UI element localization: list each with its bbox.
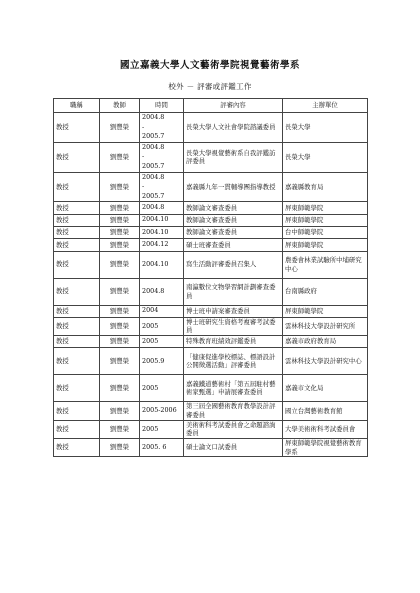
cell-time	[140, 305, 184, 317]
cell-content: 嘉義鐵道藝術村「第五屆駐村藝術家甄選」申請展審查委員	[184, 375, 283, 402]
cell-content: 教師論文審查委員	[184, 202, 283, 214]
table-row	[54, 438, 368, 456]
cell-time	[140, 202, 184, 214]
cell-teacher: 劉豐榮	[100, 239, 140, 251]
cell-organizer: 台中師範學院	[283, 226, 368, 238]
cell-time	[140, 239, 184, 251]
cell-role: 教授	[54, 305, 100, 317]
cell-organizer: 農委會林業試驗所中埔研究中心	[283, 251, 368, 278]
cell-teacher: 劉豐榮	[100, 226, 140, 238]
table-row	[54, 142, 368, 172]
cell-teacher: 劉豐榮	[100, 142, 140, 172]
cell-role: 教授	[54, 348, 100, 375]
header-content: 評審內容	[184, 99, 283, 113]
cell-role: 教授	[54, 278, 100, 305]
cell-teacher: 劉豐榮	[100, 336, 140, 348]
time-line: -	[142, 182, 145, 191]
cell-content: 碩士班審查委員	[184, 239, 283, 251]
cell-time	[140, 438, 184, 456]
table-row	[54, 251, 368, 278]
header-row	[54, 99, 368, 113]
cell-organizer: 屏東師範學院	[283, 305, 368, 317]
cell-role: 教授	[54, 172, 100, 202]
time-line: 2005	[142, 424, 159, 433]
cell-role: 教授	[54, 202, 100, 214]
cell-content: 博士班申請案審查委員	[184, 305, 283, 317]
cell-content: 教師論文審查委員	[184, 214, 283, 226]
cell-content: 特殊教育班績效評鑑委員	[184, 336, 283, 348]
cell-role: 教授	[54, 239, 100, 251]
cell-teacher: 劉豐榮	[100, 113, 140, 143]
cell-role: 教授	[54, 226, 100, 238]
cell-content: 「健康促進學校標誌、標語設計公開徵選活動」評審委員	[184, 348, 283, 375]
cell-role: 教授	[54, 317, 100, 335]
cell-content: 長榮大學人文社會學院諮議委員	[184, 113, 283, 143]
time-line: 2004.8	[142, 142, 165, 151]
time-line: 2005.9	[142, 356, 165, 365]
table-row	[54, 317, 368, 335]
cell-role: 教授	[54, 251, 100, 278]
cell-role: 教授	[54, 336, 100, 348]
time-line: 2004.10	[142, 215, 169, 224]
cell-organizer: 雲林科技大學設計研究所	[283, 317, 368, 335]
cell-role: 教授	[54, 214, 100, 226]
time-line: 2004.10	[142, 259, 169, 268]
cell-role: 教授	[54, 438, 100, 456]
section-subtitle: 校外 － 評審或評鑑工作	[168, 82, 252, 91]
header-teacher: 教師	[100, 99, 140, 113]
time-line: 2004.10	[142, 227, 169, 236]
cell-time	[140, 336, 184, 348]
time-line: 2004.8	[142, 172, 165, 181]
time-line: 2005	[142, 383, 159, 392]
cell-organizer: 嘉義市文化局	[283, 375, 368, 402]
cell-teacher: 劉豐榮	[100, 251, 140, 278]
cell-teacher: 劉豐榮	[100, 438, 140, 456]
cell-organizer: 長榮大學	[283, 142, 368, 172]
cell-content: 美術術科考試委員會之命題諮詢委員	[184, 420, 283, 438]
cell-content: 第三屆全國藝術教育教學設計評審委員	[184, 402, 283, 420]
cell-content: 南瀛數位文物學習網計劃審查委員	[184, 278, 283, 305]
cell-role: 教授	[54, 420, 100, 438]
time-line: 2005.7	[142, 132, 165, 141]
header-role: 職稱	[54, 99, 100, 113]
cell-organizer: 國立台灣藝術教育館	[283, 402, 368, 420]
time-line: 2005	[142, 336, 159, 345]
cell-role: 教授	[54, 402, 100, 420]
cell-teacher: 劉豐榮	[100, 202, 140, 214]
cell-teacher: 劉豐榮	[100, 317, 140, 335]
cell-content: 碩士論文口試委員	[184, 438, 283, 456]
time-line: 2004.12	[142, 240, 169, 249]
table-row	[54, 226, 368, 238]
time-line: 2004.8	[142, 286, 165, 295]
cell-organizer: 雲林科技大學設計研究中心	[283, 348, 368, 375]
table-row	[54, 202, 368, 214]
table-row	[54, 278, 368, 305]
table-row	[54, 336, 368, 348]
cell-role: 教授	[54, 113, 100, 143]
table-row	[54, 214, 368, 226]
cell-teacher: 劉豐榮	[100, 214, 140, 226]
time-line: 2005.7	[142, 161, 165, 170]
time-line: 2004.8	[142, 113, 165, 121]
cell-teacher: 劉豐榮	[100, 420, 140, 438]
cell-organizer: 屏東師範學院	[283, 202, 368, 214]
cell-time	[140, 420, 184, 438]
table-row	[54, 172, 368, 202]
table-row	[54, 113, 368, 143]
cell-content: 博士班研究生資格考複審考試委員	[184, 317, 283, 335]
cell-teacher: 劉豐榮	[100, 402, 140, 420]
review-table	[53, 98, 368, 457]
cell-teacher: 劉豐榮	[100, 375, 140, 402]
table-row	[54, 239, 368, 251]
cell-role: 教授	[54, 375, 100, 402]
table-row	[54, 375, 368, 402]
time-line: 2005.7	[142, 191, 165, 200]
cell-time	[140, 348, 184, 375]
time-line: 2005	[142, 321, 159, 330]
cell-teacher: 劉豐榮	[100, 278, 140, 305]
cell-time	[140, 317, 184, 335]
cell-organizer: 屏東師範學院視覺藝術教育學系	[283, 438, 368, 456]
time-line: -	[142, 122, 145, 131]
cell-teacher: 劉豐榮	[100, 348, 140, 375]
table-row	[54, 402, 368, 420]
document-title: 國立嘉義大學人文藝術學院視覺藝術學系	[119, 60, 300, 71]
table-row	[54, 420, 368, 438]
cell-content: 教師論文審查委員	[184, 226, 283, 238]
cell-organizer: 台南縣政府	[283, 278, 368, 305]
time-line: 2005-2006	[142, 406, 177, 415]
time-line: 2004	[142, 306, 159, 315]
cell-organizer: 大學美術術科考試委員會	[283, 420, 368, 438]
header-time: 時間	[140, 99, 184, 113]
cell-role: 教授	[54, 142, 100, 172]
cell-teacher: 劉豐榮	[100, 305, 140, 317]
cell-teacher: 劉豐榮	[100, 172, 140, 202]
time-line: 2004.8	[142, 203, 165, 212]
cell-time	[140, 226, 184, 238]
cell-organizer: 嘉義市政府教育局	[283, 336, 368, 348]
table-row	[54, 348, 368, 375]
cell-content: 長榮大學視覺藝術系自我評鑑訪評委員	[184, 142, 283, 172]
cell-time	[140, 113, 184, 143]
cell-time	[140, 375, 184, 402]
cell-time	[140, 172, 184, 202]
cell-organizer: 屏東師範學院	[283, 214, 368, 226]
cell-content: 寫生活動評審委員召集人	[184, 251, 283, 278]
cell-organizer: 屏東師範學院	[283, 239, 368, 251]
cell-time	[140, 142, 184, 172]
cell-time	[140, 214, 184, 226]
cell-time	[140, 402, 184, 420]
cell-content: 嘉義縣九年一貫輔導團指導教授	[184, 172, 283, 202]
table-row	[54, 305, 368, 317]
cell-time	[140, 251, 184, 278]
time-line: 2005. 6	[142, 442, 167, 451]
cell-organizer: 嘉義縣教育局	[283, 172, 368, 202]
cell-time	[140, 278, 184, 305]
time-line: -	[142, 152, 145, 161]
header-organizer: 主辦單位	[283, 99, 368, 113]
cell-organizer: 長榮大學	[283, 113, 368, 143]
